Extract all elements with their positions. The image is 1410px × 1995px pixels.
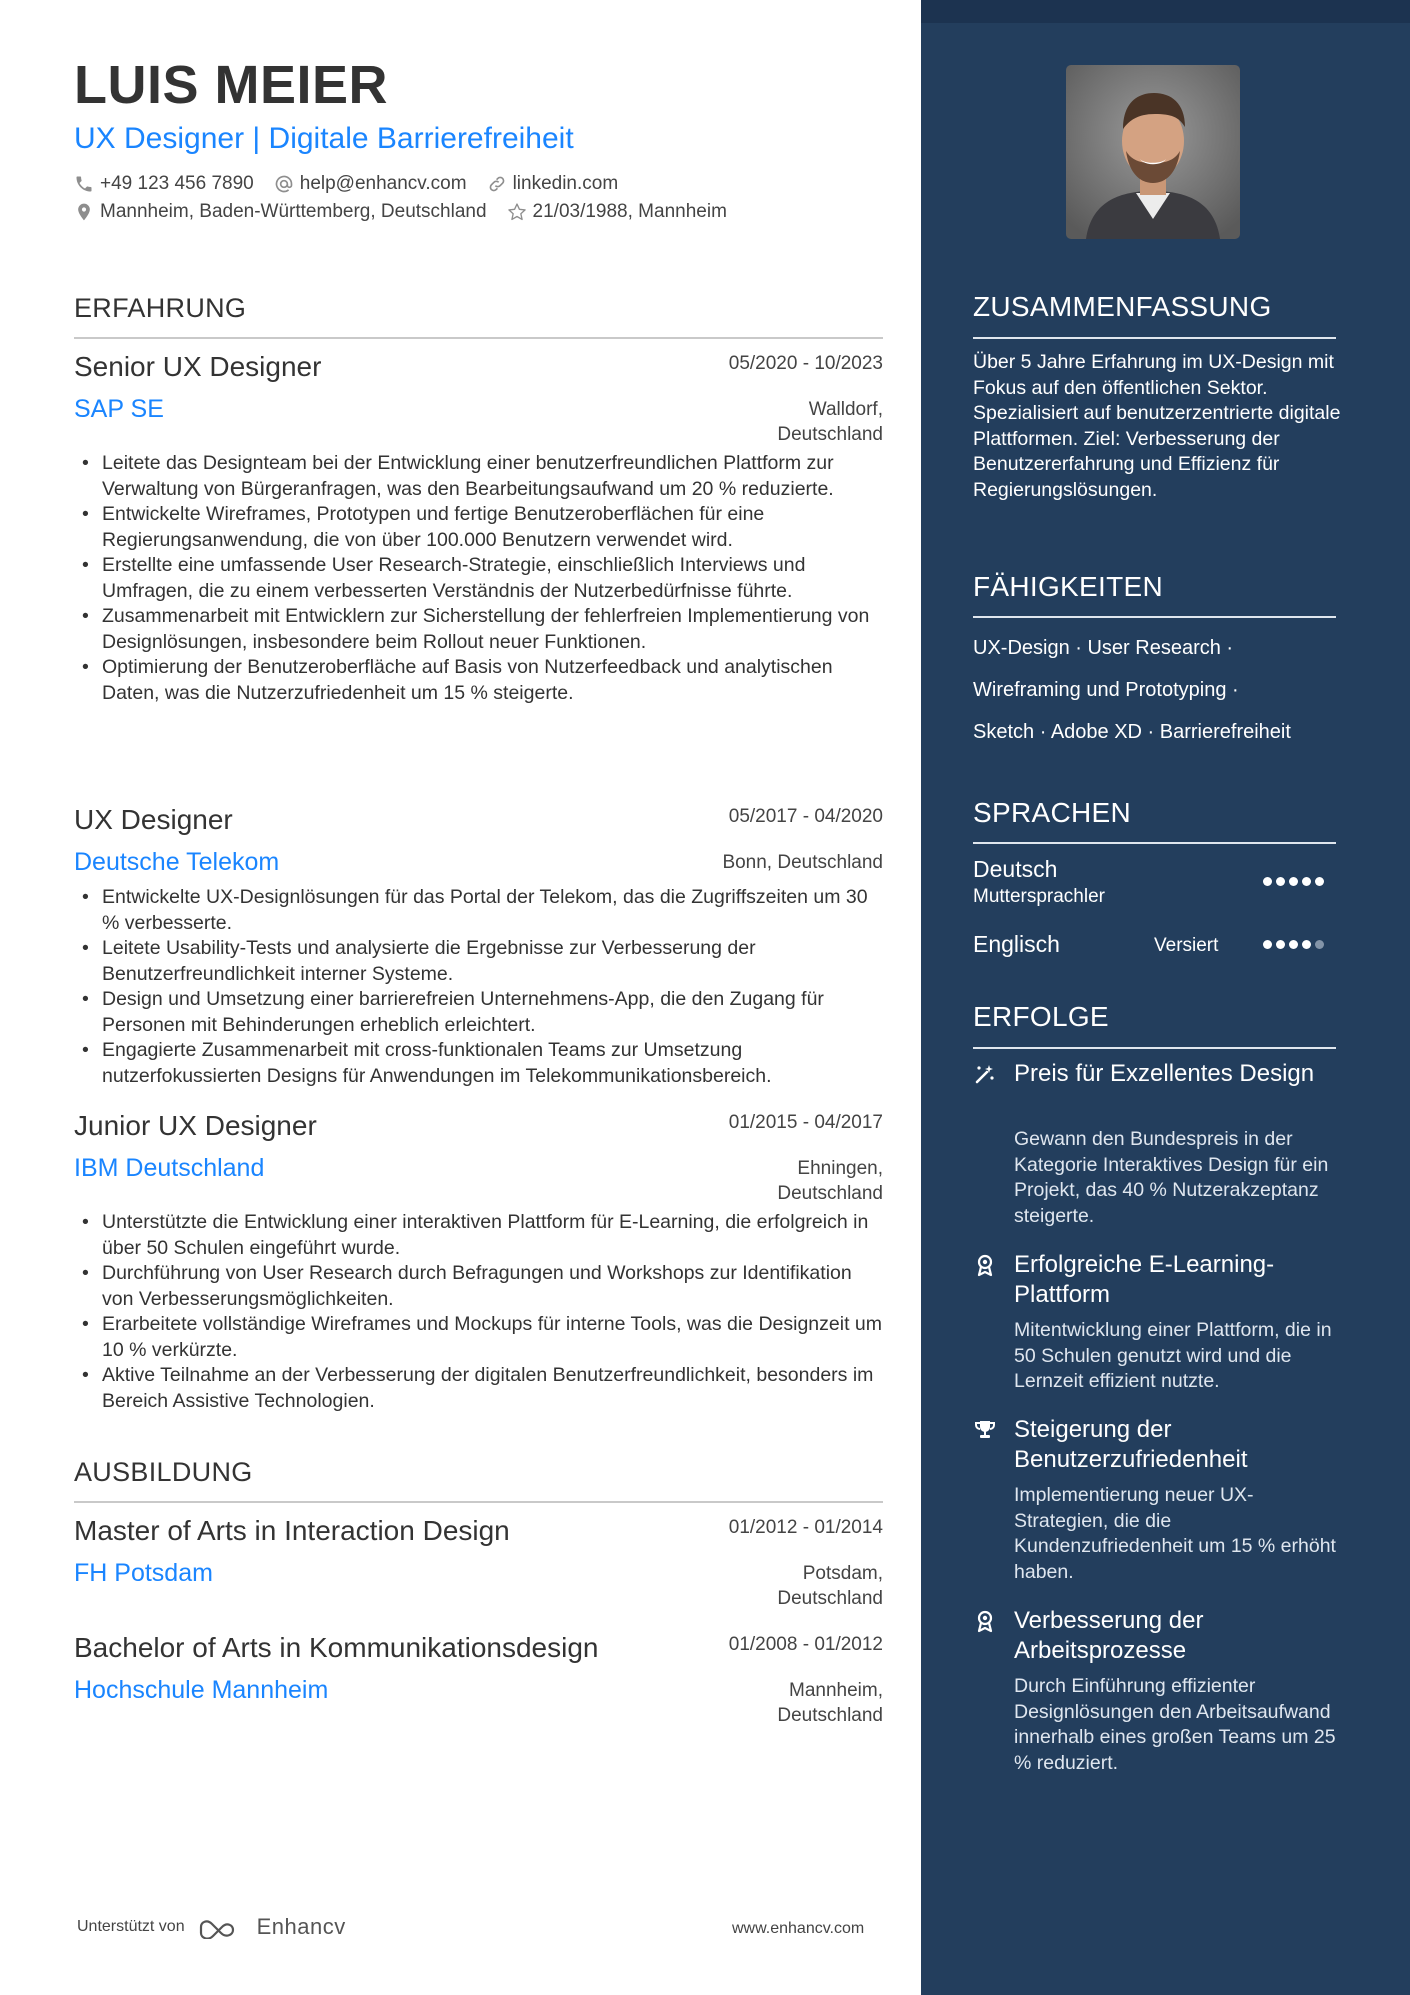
language-level: Versiert [1154, 935, 1219, 956]
job-company[interactable]: SAP SE [74, 395, 164, 423]
profile-photo [1066, 65, 1240, 239]
brand-name: Enhancv [256, 1914, 346, 1939]
star-icon [507, 202, 527, 222]
job-location-line: Walldorf, [808, 399, 883, 420]
school-name[interactable]: Hochschule Mannheim [74, 1676, 329, 1704]
rating-dot [1302, 877, 1311, 886]
rating-dot [1276, 877, 1285, 886]
summary-divider [973, 337, 1336, 339]
summary-text: Über 5 Jahre Erfahrung im UX-Design mit Fokus auf den öffentlichen Sektor. Spezialisiert auf benutzerzentrierte digitale Plattformen. Ziel: Verbesserung der Benutzererfahrung und Effizienz für Regierungslösungen. [973, 351, 1341, 501]
contact-row-1 [74, 173, 618, 195]
achievement-description: Durch Einführung effizienter Designlösungen den Arbeitsaufwand innerhalb eines großen Teams um 25 % reduziert. [1014, 1675, 1336, 1774]
linkedin-contact[interactable] [487, 173, 619, 195]
skills-list [973, 627, 1343, 753]
list-item: • Erarbeitete vollständige Wireframes und Mockups für interne Tools, was die Designzeit um 10 % verkürzte. [74, 1312, 884, 1363]
contact-row-2 [74, 201, 727, 223]
job-location-line: Ehningen, [797, 1158, 883, 1179]
rating-dot [1263, 940, 1272, 949]
degree-title: Bachelor of Arts in Kommunikationsdesign [74, 1632, 599, 1663]
skills-line: Sketch · Adobe XD · Barrierefreiheit [973, 721, 1291, 743]
list-item: • Leitete Usability-Tests und analysierte die Ergebnisse zur Verbesserung der Benutzerfreundlichkeit interner Systeme. [74, 936, 884, 987]
list-item: • Engagierte Zusammenarbeit mit cross-funktionalen Teams zur Umsetzung nutzerfokussierten Designs für Anwendungen im Telekommunikationsbereich. [74, 1038, 884, 1089]
email-contact[interactable] [274, 173, 467, 195]
job-location-line: Bonn, Deutschland [722, 852, 883, 873]
achievement-title: Verbesserung der Arbeitsprozesse [1014, 1607, 1204, 1664]
phone-icon [74, 174, 94, 194]
skills-divider [973, 616, 1336, 618]
experience-divider [74, 337, 883, 339]
list-item: • Leitete das Designteam bei der Entwicklung einer benutzerfreundlichen Plattform zur Verwaltung von Bürgeranfragen, was den Bearbeitungsaufwand um 20 % reduzierte. [74, 451, 884, 502]
achievement-description: Gewann den Bundespreis in der Kategorie Interaktives Design für ein Projekt, das 40 % Nutzerakzeptanz steigerte. [1014, 1128, 1329, 1227]
skills-section-title: FÄHIGKEITEN [973, 571, 1163, 602]
list-item: • Erstellte eine umfassende User Research-Strategie, einschließlich Interviews und Umfragen, die zu einem verbesserten Verständnis der Nutzerbedürfnisse führte. [74, 553, 884, 604]
school-location-line: Deutschland [777, 1588, 883, 1609]
enhancv-logo-icon [197, 1915, 245, 1939]
job-location-line: Deutschland [777, 1183, 883, 1204]
job-dates: 05/2020 - 10/2023 [728, 353, 883, 374]
skills-line: Wireframing und Prototyping · [973, 679, 1239, 701]
language-level: Muttersprachler [973, 886, 1105, 907]
list-item: • Unterstützte die Entwicklung einer interaktiven Plattform für E-Learning, die erfolgreich in über 50 Schulen eingeführt wurde. [74, 1210, 884, 1261]
list-item: • Zusammenarbeit mit Entwicklern zur Sicherstellung der fehlerfreien Implementierung von Designlösungen, insbesondere beim Rollout neuer Funktionen. [74, 604, 884, 655]
list-item: • Optimierung der Benutzeroberfläche auf Basis von Nutzerfeedback und analytischen Daten, was die Nutzerzufriedenheit um 15 % steigerte. [74, 655, 884, 706]
job-company[interactable]: IBM Deutschland [74, 1154, 265, 1182]
job-location [683, 1156, 883, 1206]
list-item: • Entwickelte UX-Designlösungen für das Portal der Telekom, das die Zugriffszeiten um 30 % verbesserte. [74, 885, 884, 936]
job-bullets [74, 1210, 884, 1414]
job-company[interactable]: Deutsche Telekom [74, 848, 280, 876]
email-text: help@enhancv.com [299, 173, 467, 194]
school-location [683, 1678, 883, 1728]
degree-dates: 01/2008 - 01/2012 [728, 1634, 883, 1655]
job-title: Junior UX Designer [74, 1110, 317, 1141]
rating-dot [1315, 877, 1324, 886]
phone-contact[interactable] [74, 173, 254, 195]
rating-dot [1289, 877, 1298, 886]
summary-section-title: ZUSAMMENFASSUNG [973, 291, 1272, 322]
job-location [683, 397, 883, 447]
wand-icon [973, 1062, 997, 1086]
birth-contact [507, 201, 727, 223]
job-title: UX Designer [74, 804, 233, 835]
footer-website[interactable]: www.enhancv.com [732, 1920, 865, 1937]
language-rating [1263, 940, 1324, 949]
job-dates: 01/2015 - 04/2017 [728, 1112, 883, 1133]
achievement-description: Implementierung neuer UX-Strategien, die die Kundenzufriedenheit um 15 % erhöht haben. [1014, 1484, 1336, 1583]
linkedin-text: linkedin.com [512, 173, 619, 194]
rating-dot [1276, 940, 1285, 949]
powered-by-text: Unterstützt von [77, 1918, 185, 1935]
achievement-description: Mitentwicklung einer Plattform, die in 50 Schulen genutzt wird und die Lernzeit effizient nutzte. [1014, 1319, 1332, 1392]
avatar [1066, 65, 1240, 239]
rating-dot [1302, 940, 1311, 949]
degree-title: Master of Arts in Interaction Design [74, 1515, 510, 1546]
list-item: • Design und Umsetzung einer barrierefreien Unternehmens-App, die den Zugang für Personen mit Behinderungen erheblich erleichtert. [74, 987, 884, 1038]
location-text: Mannheim, Baden-Württemberg, Deutschland [100, 201, 487, 222]
skills-line: UX-Design · User Research · [973, 637, 1234, 659]
education-divider [74, 1501, 883, 1503]
rating-dot [1315, 940, 1324, 949]
rating-dot [1263, 877, 1272, 886]
languages-section-title: SPRACHEN [973, 797, 1131, 828]
list-item: • Aktive Teilnahme an der Verbesserung der digitalen Benutzerfreundlichkeit, besonders im Bereich Assistive Technologien. [74, 1363, 884, 1414]
experience-section-title: ERFAHRUNG [74, 293, 247, 323]
job-title: Senior UX Designer [74, 351, 322, 382]
location-contact [74, 201, 487, 223]
achievements-divider [973, 1047, 1336, 1049]
job-location [683, 850, 883, 875]
footer-powered-by [77, 1914, 346, 1940]
degree-dates: 01/2012 - 01/2014 [728, 1517, 883, 1538]
language-name: Deutsch [973, 856, 1058, 882]
location-pin-icon [74, 202, 94, 222]
candidate-name: LUIS MEIER [74, 55, 389, 115]
language-rating [1263, 877, 1324, 886]
list-item: • Entwickelte Wireframes, Prototypen und fertige Benutzeroberflächen für eine Regierungsanwendung, die von über 100.000 Benutzern verwendet wird. [74, 502, 884, 553]
sidebar-top-bar [921, 0, 1410, 23]
school-name[interactable]: FH Potsdam [74, 1559, 213, 1587]
achievement-title: Steigerung der Benutzerzufriedenheit [1014, 1416, 1248, 1473]
achievement-title: Preis für Exzellentes Design [1014, 1060, 1315, 1087]
job-bullets [74, 885, 884, 1089]
languages-divider [973, 842, 1336, 844]
at-icon [274, 174, 294, 194]
job-dates: 05/2017 - 04/2020 [728, 806, 883, 827]
award-icon [973, 1609, 997, 1633]
headline: UX Designer | Digitale Barrierefreiheit [74, 122, 574, 155]
school-location [683, 1561, 883, 1611]
phone-text: +49 123 456 7890 [100, 173, 254, 194]
job-bullets [74, 451, 884, 706]
school-location-line: Deutschland [777, 1705, 883, 1726]
achievement-title: Erfolgreiche E-Learning-Plattform [1014, 1251, 1275, 1308]
education-section-title: AUSBILDUNG [74, 1457, 253, 1487]
award-icon [973, 1253, 997, 1277]
language-name: Englisch [973, 931, 1060, 957]
school-location-line: Potsdam, [802, 1563, 883, 1584]
achievements-section-title: ERFOLGE [973, 1001, 1109, 1032]
birth-text: 21/03/1988, Mannheim [532, 201, 727, 222]
list-item: • Durchführung von User Research durch Befragungen und Workshops zur Identifikation von Verbesserungsmöglichkeiten. [74, 1261, 884, 1312]
link-icon [487, 174, 507, 194]
rating-dot [1289, 940, 1298, 949]
job-location-line: Deutschland [777, 424, 883, 445]
school-location-line: Mannheim, [789, 1680, 883, 1701]
trophy-icon [973, 1418, 997, 1442]
